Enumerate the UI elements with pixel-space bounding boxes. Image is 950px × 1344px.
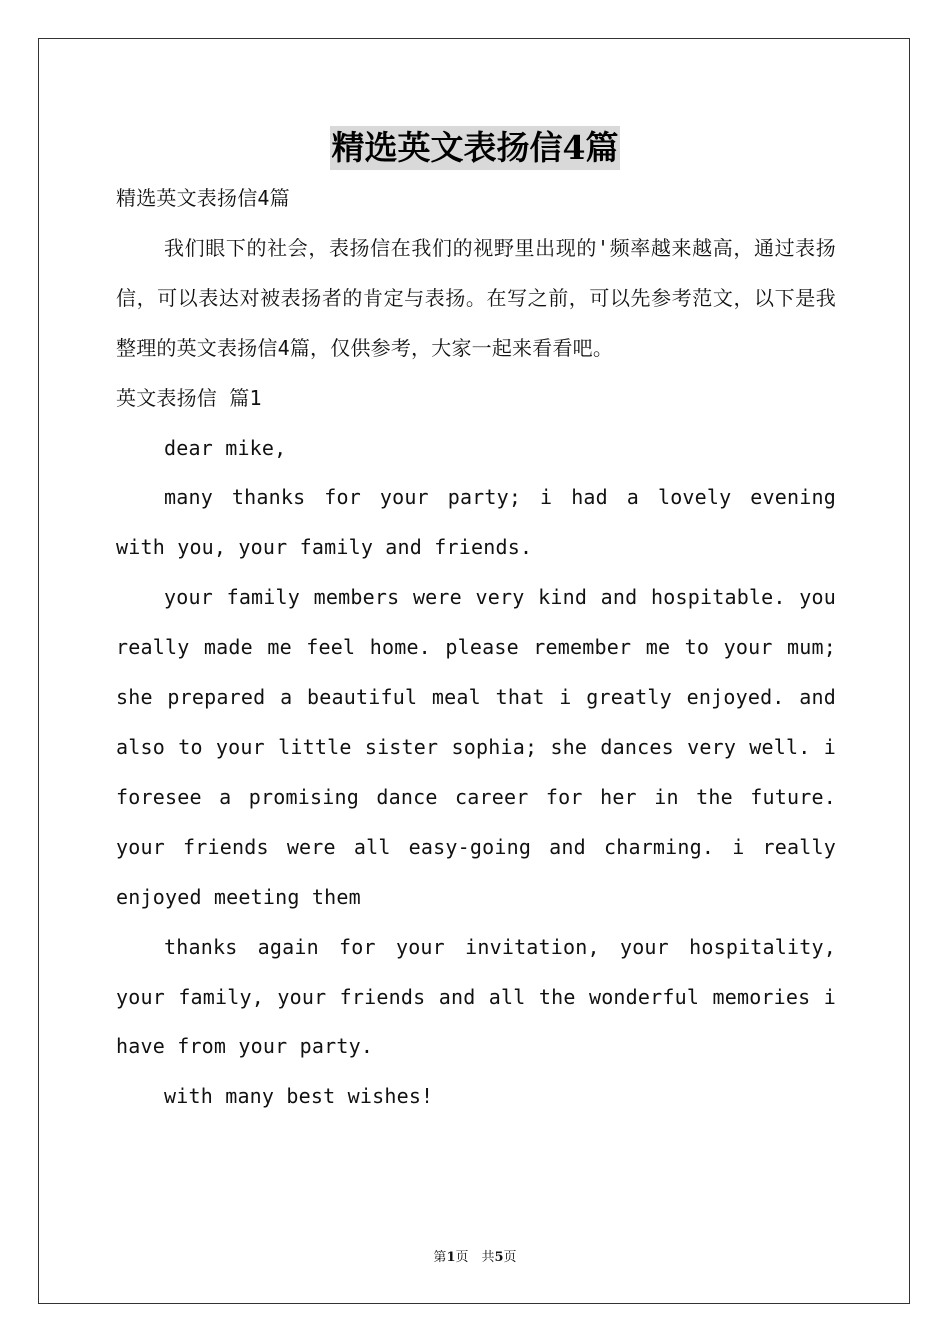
letter-paragraph: your family members were very kind and hospitable. you really made me feel home. please remember me to your mum; she prepared a beautiful meal that i greatly enjoyed. and also to your little sister sophia; she dances very well. i foresee a promising dance career for her in the future. your friends were all easy-going and charming. i really enjoyed meeting them (116, 585, 836, 909)
section-heading: 英文表扬信 篇1 (116, 385, 262, 410)
page-current: 1 (446, 1250, 456, 1265)
page-mid: 页 共 (455, 1250, 495, 1265)
subtitle-paragraph: 精选英文表扬信4篇 (116, 186, 290, 210)
document-title: 精选英文表扬信4篇 (330, 126, 621, 170)
page-prefix: 第 (433, 1250, 447, 1265)
page-footer (0, 1246, 950, 1265)
title-wrap (0, 126, 950, 170)
page-total: 5 (494, 1250, 504, 1265)
letter-paragraph: many thanks for your party; i had a lovely evening with you, your family and friends. (116, 485, 836, 560)
page-suffix: 页 (503, 1250, 517, 1265)
letter-paragraph: thanks again for your invitation, your hospitality, your family, your friends and all the wonderful memories i have from your party. (116, 934, 836, 1059)
document-body (116, 174, 836, 1122)
intro-paragraph: 我们眼下的社会，表扬信在我们的视野里出现的'频率越来越高，通过表扬信，可以表达对被表扬者的肯定与表扬。在写之前，可以先参考范文，以下是我整理的英文表扬信4篇，仅供参考，大家一起来看看吧。 (116, 235, 836, 360)
letter-greeting: dear mike, (164, 435, 287, 460)
letter-closing: with many best wishes! (164, 1084, 434, 1109)
